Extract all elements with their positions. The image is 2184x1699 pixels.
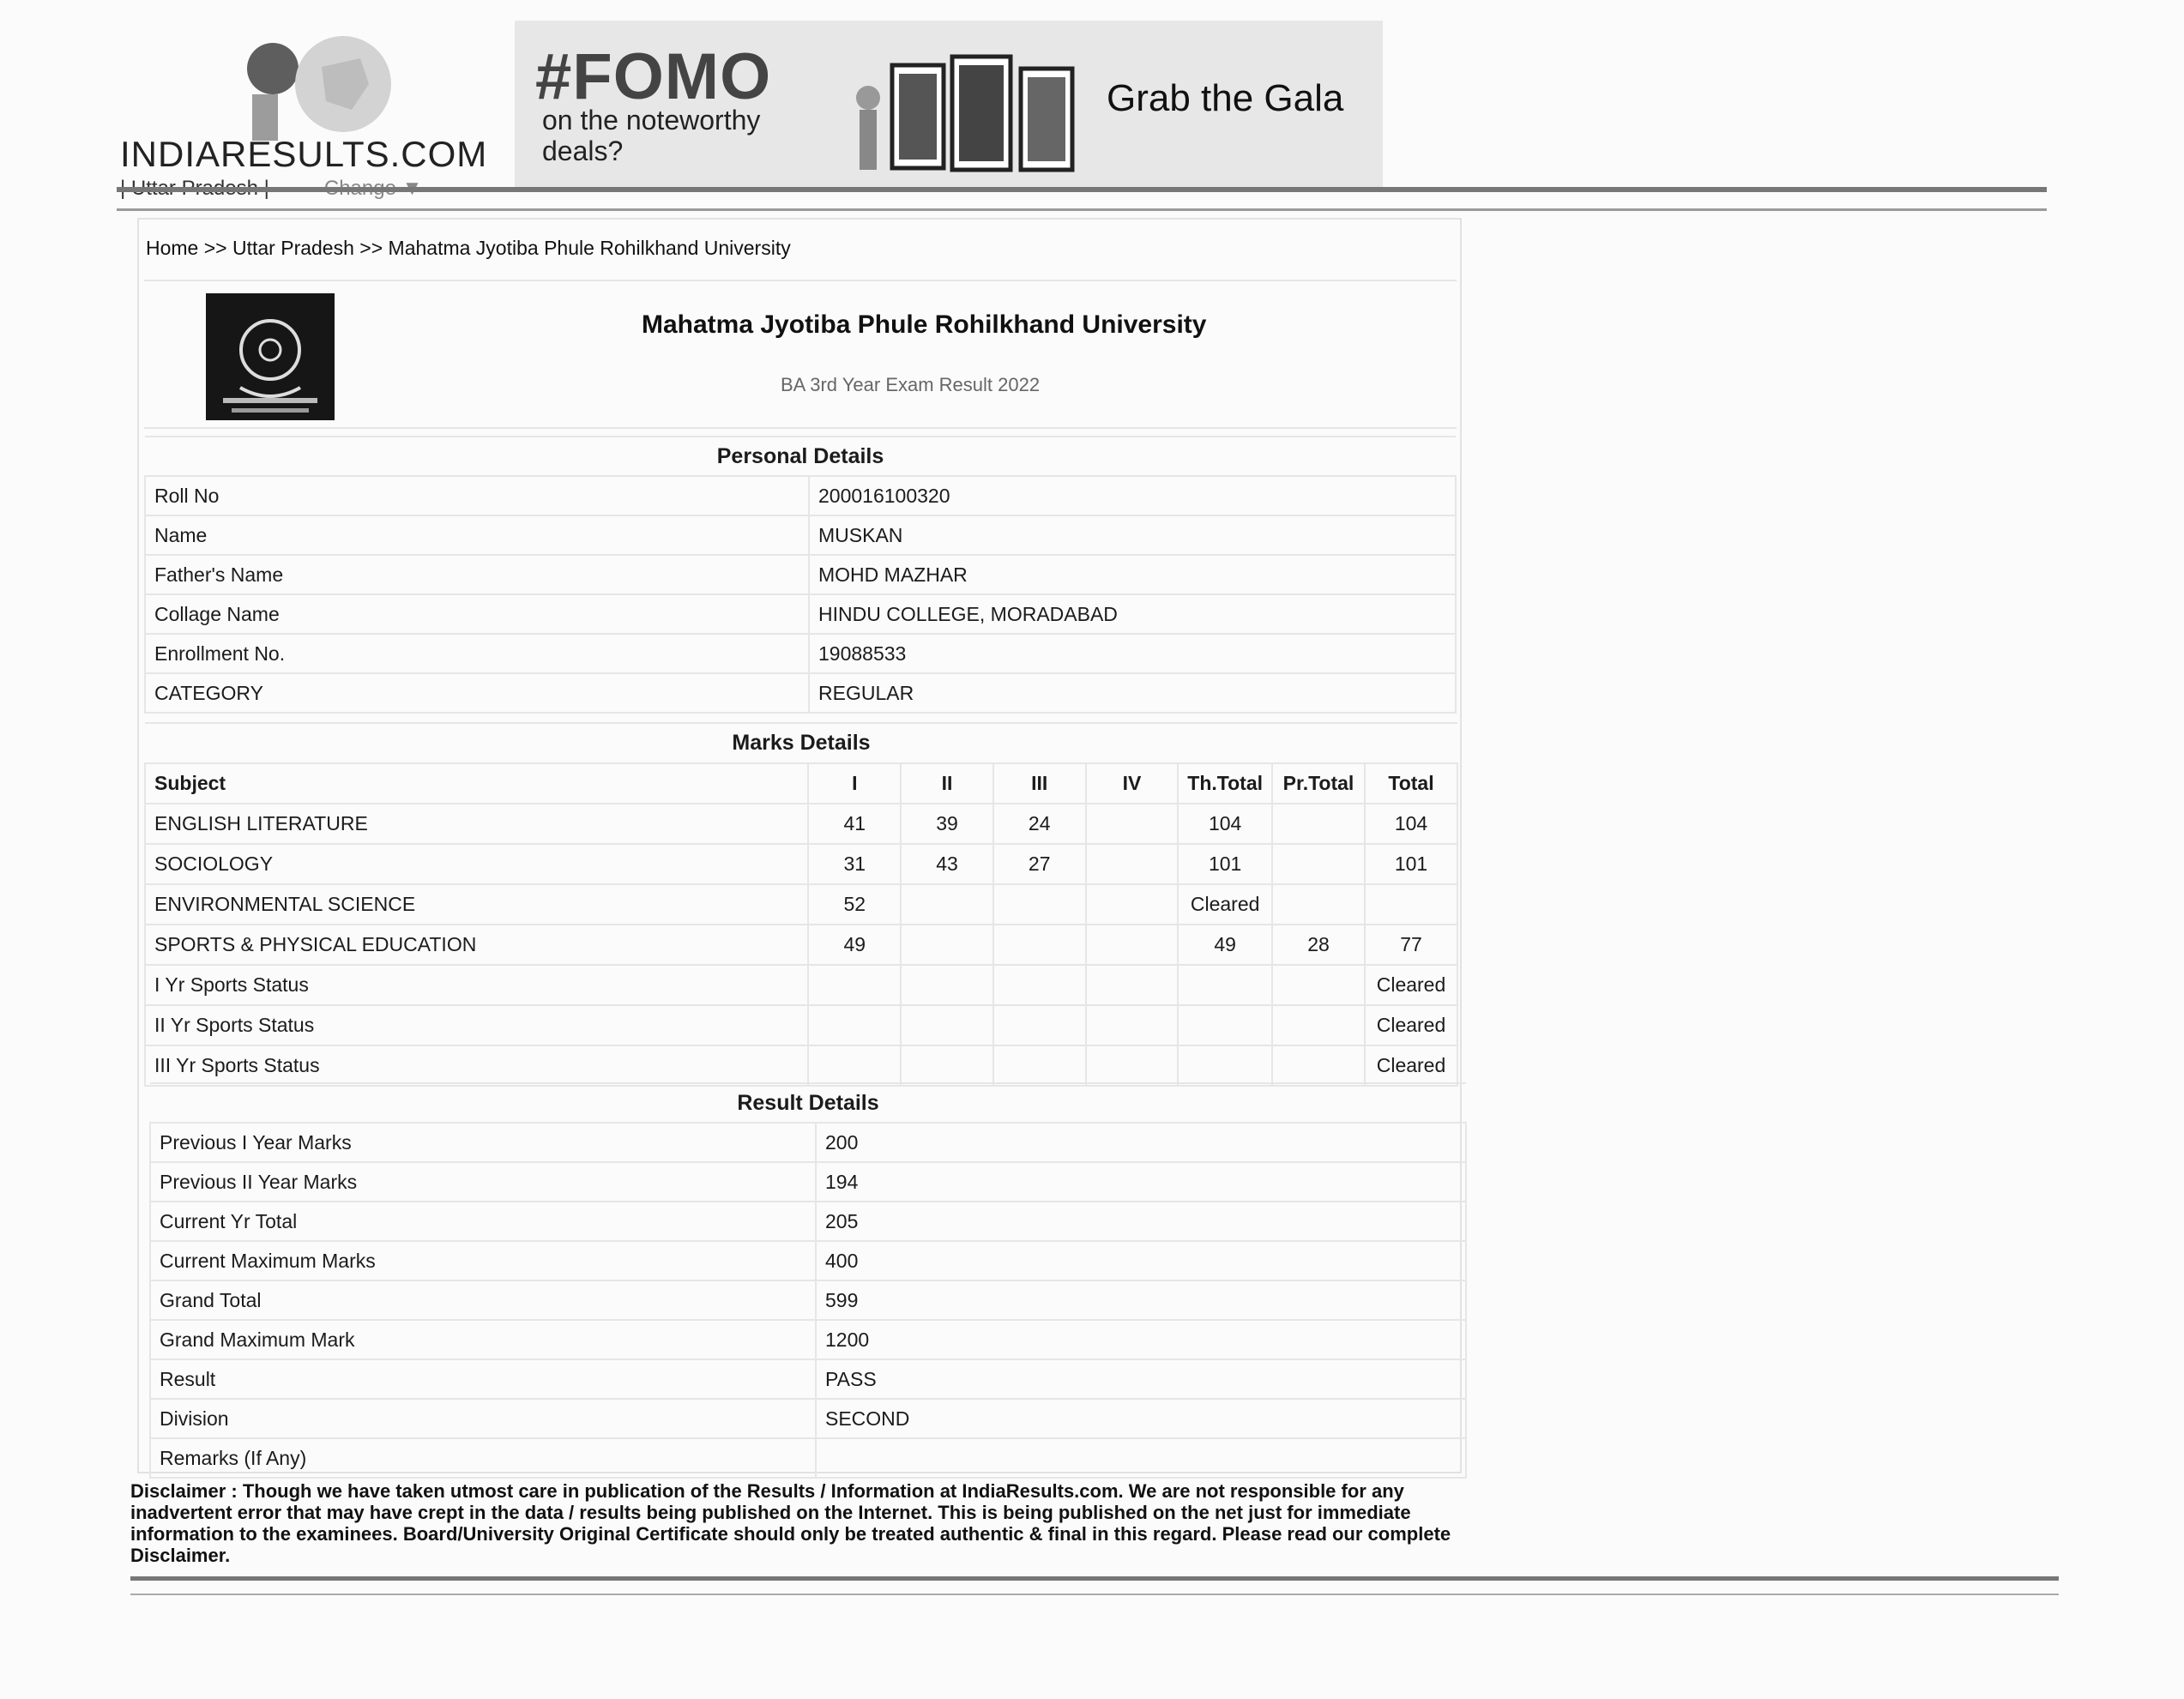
- table-row: [145, 925, 1457, 965]
- field-label: Name: [145, 515, 809, 555]
- field-value: REGULAR: [809, 673, 1456, 713]
- marks-cell: [901, 965, 993, 1005]
- marks-cell: 77: [1365, 925, 1457, 965]
- marks-cell: Cleared: [1178, 884, 1272, 925]
- field-label: Current Yr Total: [150, 1202, 816, 1241]
- marks-cell: 31: [808, 844, 901, 884]
- field-value: SECOND: [816, 1399, 1466, 1438]
- table-row: [150, 1280, 1466, 1320]
- marks-cell: [1086, 965, 1179, 1005]
- personal-details-table: [144, 436, 1457, 714]
- column-header: III: [993, 763, 1086, 804]
- disclaimer-text: Disclaimer : Though we have taken utmost care in publication of the Results / Information at IndiaResults.com. We are not responsible for any inadvertent error that may have crept in the data / results being published on the Internet. This is being published on the net just for immediate information to the examinees. Board/University Original Certificate should only be treated authentic & final in this regard. Please read our complete Disclaimer.: [130, 1480, 1451, 1566]
- field-label: Previous I Year Marks: [150, 1123, 816, 1162]
- field-value: 1200: [816, 1320, 1466, 1359]
- field-label: Roll No: [145, 476, 809, 515]
- field-label: Grand Maximum Mark: [150, 1320, 816, 1359]
- table-row: [150, 1162, 1466, 1202]
- marks-cell: 104: [1365, 804, 1457, 844]
- field-label: Result: [150, 1359, 816, 1399]
- table-row: [145, 634, 1456, 673]
- column-header: IV: [1086, 763, 1179, 804]
- ad-subtext: on the noteworthy deals?: [542, 105, 761, 166]
- field-value: 200: [816, 1123, 1466, 1162]
- column-header: II: [901, 763, 993, 804]
- marks-cell: [1086, 925, 1179, 965]
- marks-cell: [1178, 1045, 1272, 1086]
- marks-details-table: [144, 722, 1458, 1087]
- marks-cell: [1086, 804, 1179, 844]
- marks-header-row: [145, 763, 1457, 804]
- table-row: [150, 1241, 1466, 1280]
- column-header: Pr.Total: [1272, 763, 1365, 804]
- field-value: 205: [816, 1202, 1466, 1241]
- marks-cell: [901, 1005, 993, 1045]
- marks-cell: 43: [901, 844, 993, 884]
- marks-cell: [901, 925, 993, 965]
- marks-cell: [1272, 1005, 1365, 1045]
- table-row: [145, 884, 1457, 925]
- field-value: 194: [816, 1162, 1466, 1202]
- marks-cell: 101: [1178, 844, 1272, 884]
- marks-cell: 49: [808, 925, 901, 965]
- marks-cell: Cleared: [1365, 1005, 1457, 1045]
- marks-cell: [1272, 804, 1365, 844]
- marks-cell: [1272, 884, 1365, 925]
- site-name: INDIARESULTS.COM: [120, 134, 488, 174]
- field-value: HINDU COLLEGE, MORADABAD: [809, 594, 1456, 634]
- column-header: I: [808, 763, 901, 804]
- marks-cell: [808, 1045, 901, 1086]
- ad-hashtag: #FOMO: [535, 40, 772, 113]
- marks-cell: [993, 925, 1086, 965]
- site-logo[interactable]: [120, 33, 488, 204]
- field-label: Collage Name: [145, 594, 809, 634]
- field-label: CATEGORY: [145, 673, 809, 713]
- field-label: Previous II Year Marks: [150, 1162, 816, 1202]
- marks-cell: 24: [993, 804, 1086, 844]
- field-label: Division: [150, 1399, 816, 1438]
- ad-cta: Grab the Gala: [1107, 77, 1344, 119]
- marks-cell: 41: [808, 804, 901, 844]
- subject-cell: I Yr Sports Status: [145, 965, 808, 1005]
- marks-cell: [993, 965, 1086, 1005]
- subject-cell: III Yr Sports Status: [145, 1045, 808, 1086]
- marks-cell: 39: [901, 804, 993, 844]
- result-details-table: [149, 1082, 1467, 1479]
- table-row: [145, 844, 1457, 884]
- subject-cell: ENGLISH LITERATURE: [145, 804, 808, 844]
- marks-cell: [1086, 844, 1179, 884]
- table-row: [145, 594, 1456, 634]
- table-row: [150, 1202, 1466, 1241]
- university-header: [144, 280, 1457, 429]
- column-header: Total: [1365, 763, 1457, 804]
- university-emblem-icon: [206, 293, 335, 420]
- marks-cell: [808, 965, 901, 1005]
- table-row: [150, 1123, 1466, 1162]
- subject-cell: SOCIOLOGY: [145, 844, 808, 884]
- marks-cell: [1272, 965, 1365, 1005]
- marks-cell: [1086, 1005, 1179, 1045]
- breadcrumb[interactable]: Home >> Uttar Pradesh >> Mahatma Jyotiba Phule Rohilkhand University: [146, 237, 791, 259]
- table-row: [145, 1005, 1457, 1045]
- result-details-title: Result Details: [150, 1083, 1466, 1123]
- marks-cell: 104: [1178, 804, 1272, 844]
- subject-cell: II Yr Sports Status: [145, 1005, 808, 1045]
- subject-cell: SPORTS & PHYSICAL EDUCATION: [145, 925, 808, 965]
- table-row: [150, 1320, 1466, 1359]
- marks-details-title: Marks Details: [145, 723, 1457, 763]
- header-divider: [117, 187, 2047, 192]
- table-row: [145, 476, 1456, 515]
- field-label: Current Maximum Marks: [150, 1241, 816, 1280]
- marks-cell: [1086, 1045, 1179, 1086]
- marks-cell: [993, 884, 1086, 925]
- marks-cell: [1178, 965, 1272, 1005]
- marks-cell: [1272, 1045, 1365, 1086]
- marks-cell: 28: [1272, 925, 1365, 965]
- table-row: [145, 515, 1456, 555]
- field-value: 599: [816, 1280, 1466, 1320]
- marks-cell: [1272, 844, 1365, 884]
- marks-cell: [1086, 884, 1179, 925]
- marks-cell: 49: [1178, 925, 1272, 965]
- column-header: Th.Total: [1178, 763, 1272, 804]
- marks-cell: [901, 884, 993, 925]
- marks-cell: Cleared: [1365, 965, 1457, 1005]
- personal-details-title: Personal Details: [145, 437, 1456, 476]
- column-header: Subject: [145, 763, 808, 804]
- marks-cell: 101: [1365, 844, 1457, 884]
- table-row: [145, 804, 1457, 844]
- field-value: 400: [816, 1241, 1466, 1280]
- field-value: 200016100320: [809, 476, 1456, 515]
- marks-cell: [1365, 884, 1457, 925]
- header-divider-thin: [117, 208, 2047, 211]
- table-row: [150, 1438, 1466, 1478]
- university-title: Mahatma Jyotiba Phule Rohilkhand University: [642, 310, 1207, 339]
- table-row: [150, 1359, 1466, 1399]
- marks-cell: [901, 1045, 993, 1086]
- field-label: Father's Name: [145, 555, 809, 594]
- field-label: Remarks (If Any): [150, 1438, 816, 1478]
- field-value: PASS: [816, 1359, 1466, 1399]
- marks-cell: [1178, 1005, 1272, 1045]
- field-value: MUSKAN: [809, 515, 1456, 555]
- marks-cell: [993, 1005, 1086, 1045]
- marks-cell: Cleared: [1365, 1045, 1457, 1086]
- phone-devices-icon: [849, 46, 1089, 184]
- marks-cell: [808, 1005, 901, 1045]
- ad-banner[interactable]: [515, 21, 1383, 192]
- field-value: MOHD MAZHAR: [809, 555, 1456, 594]
- exam-subtitle: BA 3rd Year Exam Result 2022: [781, 374, 1041, 395]
- table-row: [145, 1045, 1457, 1086]
- marks-cell: [993, 1045, 1086, 1086]
- table-row: [145, 673, 1456, 713]
- field-label: Enrollment No.: [145, 634, 809, 673]
- field-value: [816, 1438, 1466, 1478]
- subject-cell: ENVIRONMENTAL SCIENCE: [145, 884, 808, 925]
- marks-cell: 27: [993, 844, 1086, 884]
- field-value: 19088533: [809, 634, 1456, 673]
- table-row: [145, 965, 1457, 1005]
- footer-divider-thin: [130, 1594, 2059, 1595]
- table-row: [150, 1399, 1466, 1438]
- field-label: Grand Total: [150, 1280, 816, 1320]
- footer-divider: [130, 1576, 2059, 1581]
- table-row: [145, 555, 1456, 594]
- marks-cell: 52: [808, 884, 901, 925]
